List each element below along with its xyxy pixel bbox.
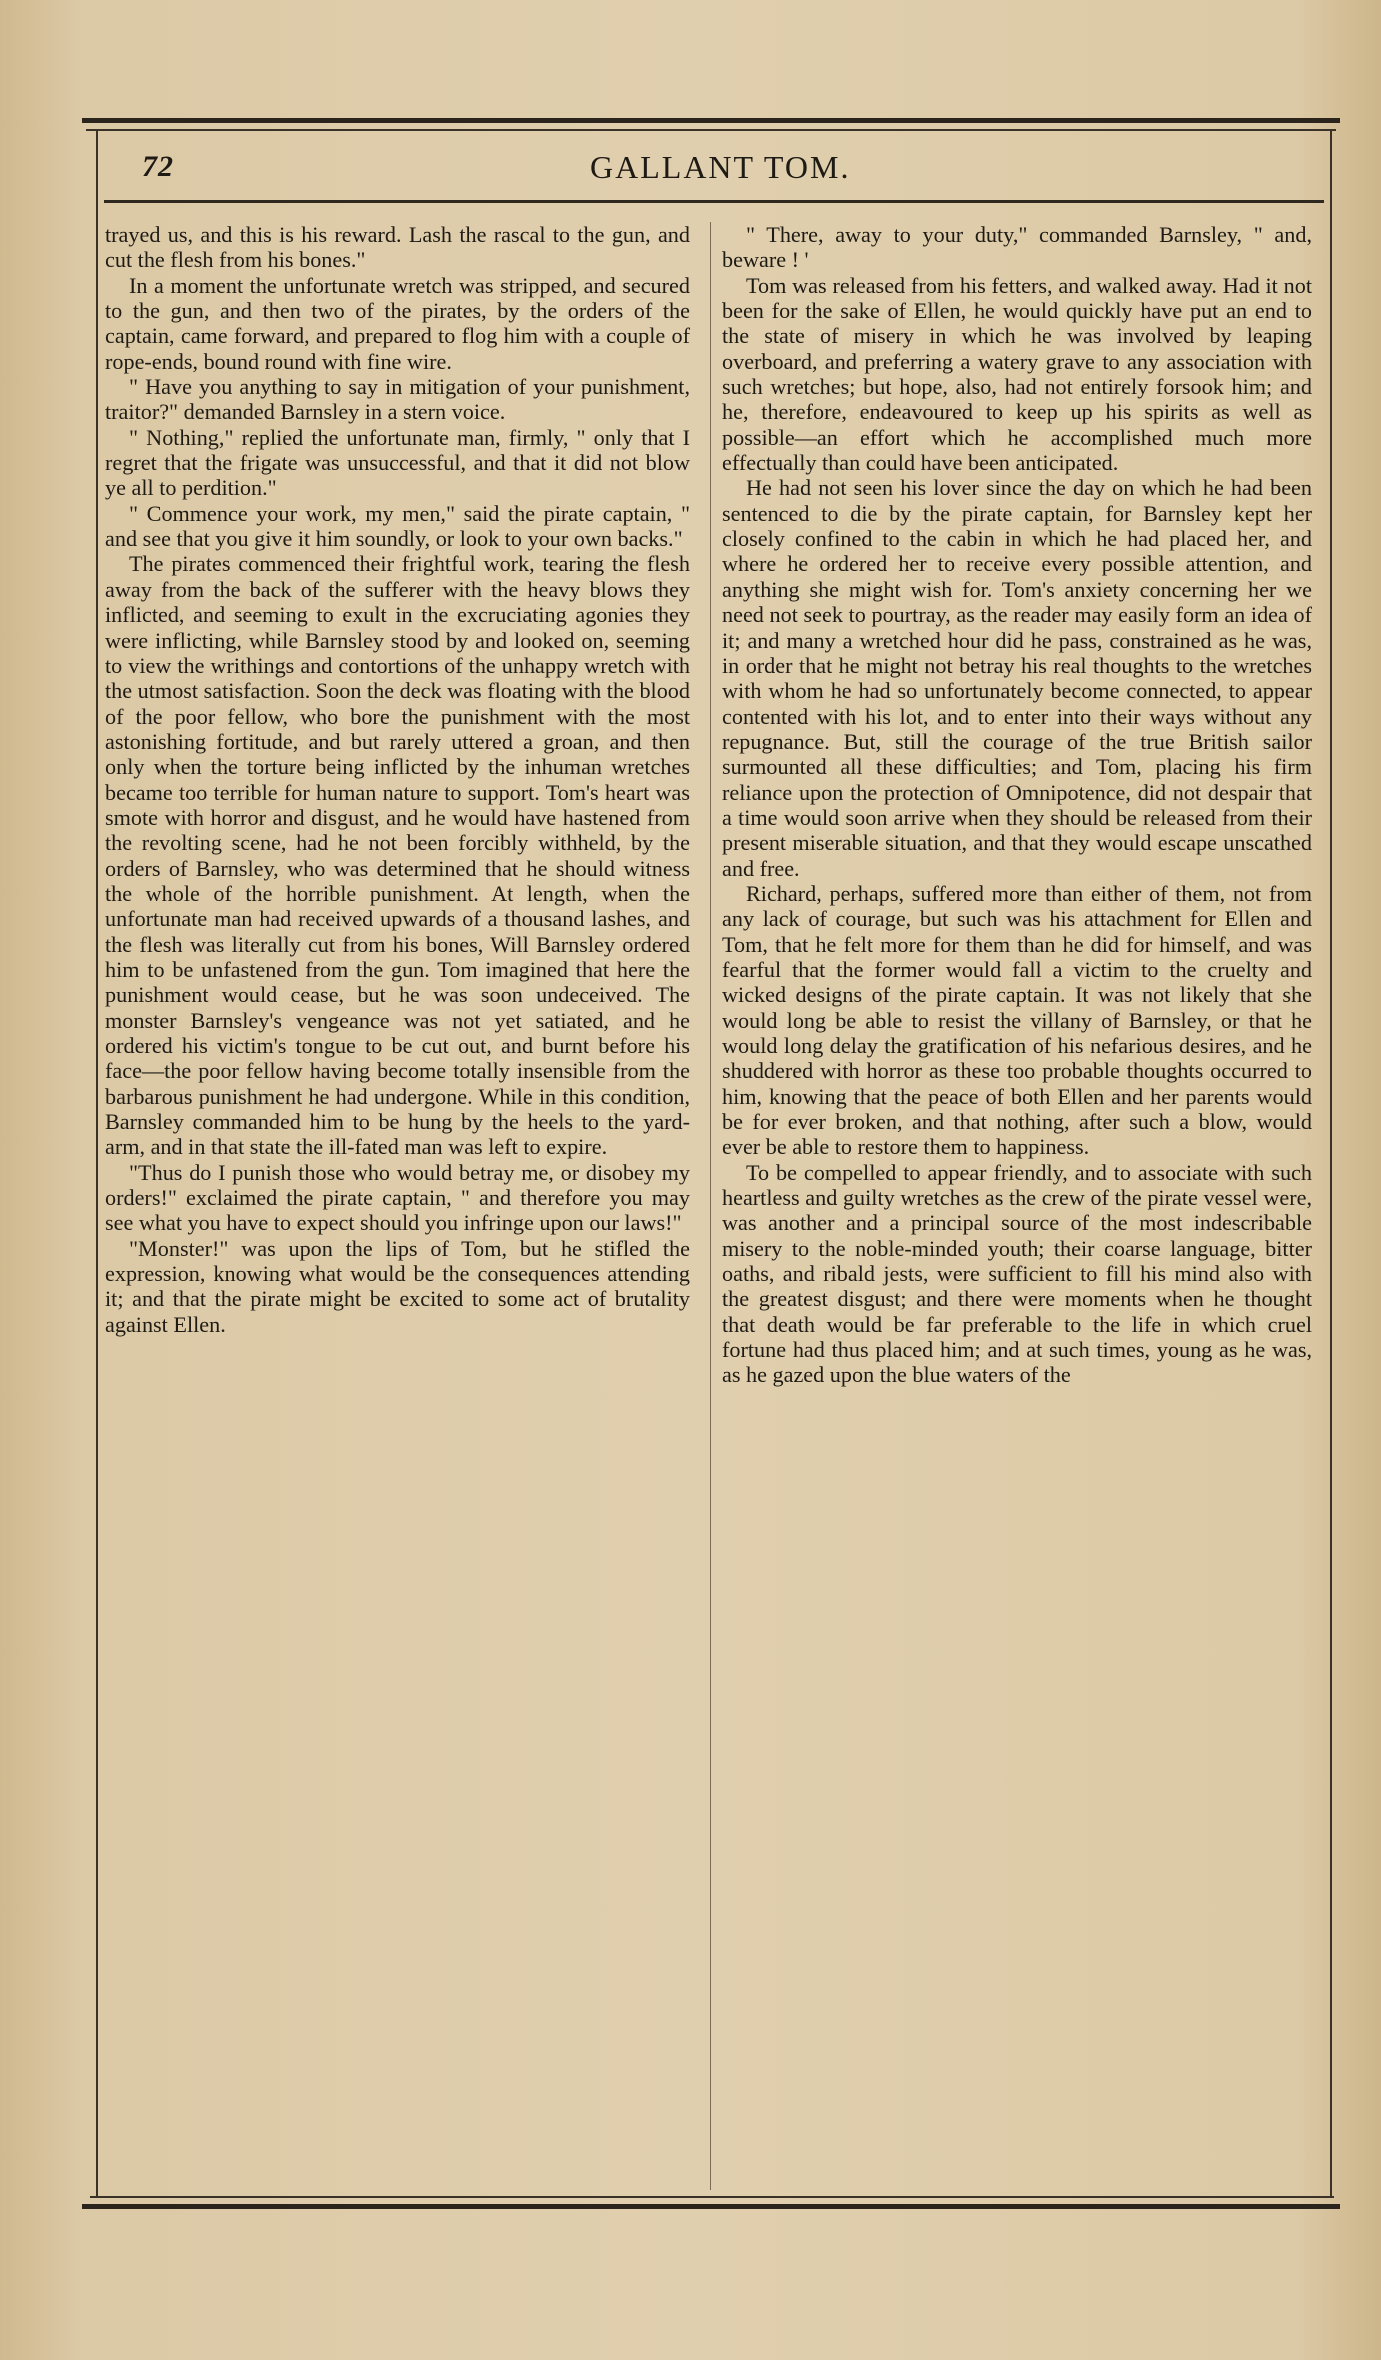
right-column: [722, 222, 1312, 1388]
paragraph: In a moment the unfortunate wretch was stripped, and secured to the gun, and then two of the pirates, by the orders of the captain, came forward, and prepared to flog him with a couple of rope-ends, bound round with fine wire.: [105, 272, 690, 374]
paragraph: To be compelled to appear friendly, and to associate with such heartless and guilty wretches as the crew of the pirate vessel were, was another and a principal source of the most indescribable misery to the noble-minded youth; their coarse language, bitter oaths, and ribald jests, were sufficient to fill his mind also with the greatest disgust; and there were moments when he thought that death would be far preferable to the life in which cruel fortune had thus placed him; and at such times, young as he was, as he gazed upon the blue waters of the: [722, 1159, 1312, 1388]
paragraph: trayed us, and this is his reward. Lash the rascal to the gun, and cut the flesh from his bones.": [105, 222, 690, 273]
right-frame-line: [1330, 129, 1332, 2197]
left-column: [105, 222, 690, 1337]
top-inner-rule: [86, 129, 1336, 131]
paragraph: He had not seen his lover since the day on which he had been sentenced to die by the pirate captain, for Barnsley kept her closely confined to the cabin in which he had placed her, and where he ordered her to receive every possible attention, and anything she might wish for. Tom's anxiety concerning her we need not seek to pourtray, as the reader may easily form an idea of it; and many a wretched hour did he pass, constrained as he was, in order that he might not betray his real thoughts to the wretches with whom he had so unfortunately become connected, to appear contented with his lot, and to enter into their ways without any repugnance. But, still the courage of the true British sailor surmounted all these difficulties; and Tom, placing his firm reliance upon the protection of Omnipotence, did not despair that a time would soon arrive when they should be released from their present miserable situation, and that they would escape unscathed and free.: [722, 475, 1312, 881]
column-divider: [710, 222, 711, 2190]
left-frame-line: [96, 129, 98, 2197]
running-title: GALLANT TOM.: [590, 149, 851, 185]
paragraph: " There, away to your duty," commanded Barnsley, " and, beware ! ': [722, 222, 1312, 273]
paragraph: "Thus do I punish those who would betray me, or disobey my orders!" exclaimed the pirate captain, " and therefore you may see what you have to expect should you infringe upon our laws!": [105, 1159, 690, 1236]
paragraph: Richard, perhaps, suffered more than either of them, not from any lack of courage, but such was his attachment for Ellen and Tom, that he felt more for them than he did for himself, and was fearful that the former would fall a victim to the cruelty and wicked designs of the pirate captain. It was not likely that she would long be able to resist the villany of Barnsley, or that he would long delay the gratification of his nefarious desires, and he shuddered with horror as these too probable thoughts occurred to him, knowing that the peace of both Ellen and her parents would be for ever broken, and that nothing, after such a blow, would ever be able to restore them to happiness.: [722, 880, 1312, 1160]
paragraph: "Monster!" was upon the lips of Tom, but he stifled the expression, knowing what would be the consequences attending it; and that the pirate might be excited to some act of brutality against Ellen.: [105, 1235, 690, 1337]
page-number: 72: [142, 150, 174, 183]
top-border-rule: [82, 118, 1340, 123]
paragraph: " Commence your work, my men," said the pirate captain, " and see that you give it him soundly, or look to your own backs.": [105, 500, 690, 552]
paragraph: " Have you anything to say in mitigation of your punishment, traitor?" demanded Barnsley in a stern voice.: [105, 374, 690, 425]
bottom-inner-rule: [90, 2196, 1334, 2198]
paragraph: Tom was released from his fetters, and walked away. Had it not been for the sake of Ellen, he would quickly have put an end to the state of misery in which he was involved by leaping overboard, and preferring a watery grave to any association with such wretches; but hope, also, had not entirely forsook him; and he, therefore, endeavoured to keep up his spirits as well as possible—an effort which he accomplished much more effectually than could have been anticipated.: [722, 272, 1312, 476]
header-rule: [104, 200, 1324, 203]
paragraph: The pirates commenced their frightful work, tearing the flesh away from the back of the sufferer with the heavy blows they inflicted, and seeming to exult in the excruciating agonies they were inflicting, while Barnsley stood by and looked on, seeming to view the writhings and contortions of the unhappy wretch with the utmost satisfaction. Soon the deck was floating with the blood of the poor fellow, who bore the punishment with the most astonishing fortitude, and but rarely uttered a groan, and then only when the torture being inflicted by the inhuman wretches became too terrible for human nature to support. Tom's heart was smote with horror and disgust, and he would have hastened from the revolting scene, had he not been forcibly withheld, by the orders of Barnsley, who was determined that he should witness the whole of the horrible punishment. At length, when the unfortunate man had received upwards of a thousand lashes, and the flesh was literally cut from his bones, Will Barnsley ordered him to be unfastened from the gun. Tom imagined that here the punishment would cease, but he was soon undeceived. The monster Barnsley's vengeance was not yet satiated, and he ordered his victim's tongue to be cut out, and burnt before his face—the poor fellow having become totally insensible from the barbarous punishment he had undergone. While in this condition, Barnsley commanded him to be hung by the heels to the yard-arm, and in that state the ill-fated man was left to expire.: [105, 551, 690, 1160]
paragraph: " Nothing," replied the unfortunate man, firmly, " only that I regret that the frigate was unsuccessful, and that it did not blow ye all to perdition.": [105, 424, 690, 501]
bottom-border-rule: [82, 2204, 1340, 2209]
